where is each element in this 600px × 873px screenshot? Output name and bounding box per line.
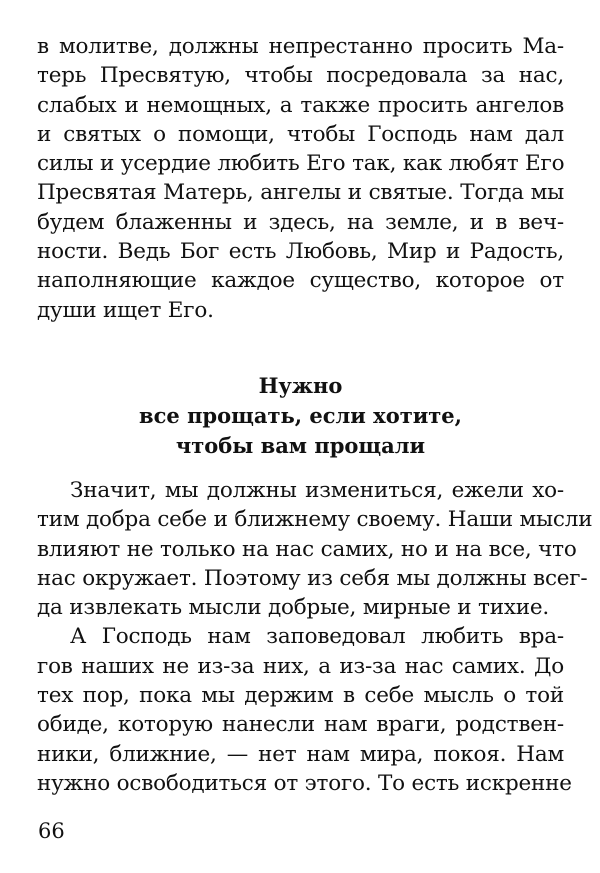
text-line: наполняющие каждое существо, которое от xyxy=(37,268,564,294)
section-body xyxy=(37,476,593,798)
text-line: Значит, мы должны измениться, ежели хо- xyxy=(70,478,564,503)
text-line: гов наших не из-за них, а из-за нас самих. До xyxy=(37,653,564,679)
text-line: ности. Ведь Бог есть Любовь, Мир и Радость, xyxy=(37,239,564,265)
page-number: 66 xyxy=(38,819,65,843)
text-line: ники, ближние, — нет нам мира, покоя. Нам xyxy=(37,741,564,767)
text-line: терь Пресвятую, чтобы посредовала за нас, xyxy=(37,63,564,89)
heading-line: все прощать, если хотите, xyxy=(139,403,462,428)
paragraph-1 xyxy=(37,32,564,325)
heading-line: чтобы вам прощали xyxy=(175,433,426,458)
text-line: Пресвятая Матерь, ангелы и святые. Тогда мы xyxy=(37,180,564,206)
text-line: нужно освободиться от этого. То есть искренне xyxy=(37,770,572,796)
paragraph-2 xyxy=(37,476,593,622)
text-line: тех пор, пока мы держим в себе мысль о той xyxy=(37,683,564,709)
text-line: тим добра себе и ближнему своему. Наши мысли xyxy=(37,507,593,533)
heading-line: Нужно xyxy=(258,373,343,398)
text-line: А Господь нам заповедовал любить вра- xyxy=(70,624,564,650)
section-heading xyxy=(37,371,564,461)
text-line: будем блаженны и здесь, на земле, и в веч- xyxy=(37,209,564,235)
text-line: слабых и немощных, а также просить ангелов xyxy=(37,92,564,118)
text-line: влияют не только на нас самих, но и на все, что xyxy=(37,536,577,562)
text-line: да извлекать мысли добрые, мирные и тихие. xyxy=(37,595,550,621)
text-line: нас окружает. Поэтому из себя мы должны всег- xyxy=(37,565,588,591)
text-line: и святых о помощи, чтобы Господь нам дал xyxy=(37,121,564,147)
paragraph-3 xyxy=(37,622,572,798)
text-line: души ищет Его. xyxy=(37,297,214,323)
text-line: обиде, которую нанесли нам враги, родствен- xyxy=(37,712,564,738)
text-line: силы и усердие любить Его так, как любят Его xyxy=(37,151,565,177)
text-line: в молитве, должны непрестанно просить Ма- xyxy=(37,34,564,59)
